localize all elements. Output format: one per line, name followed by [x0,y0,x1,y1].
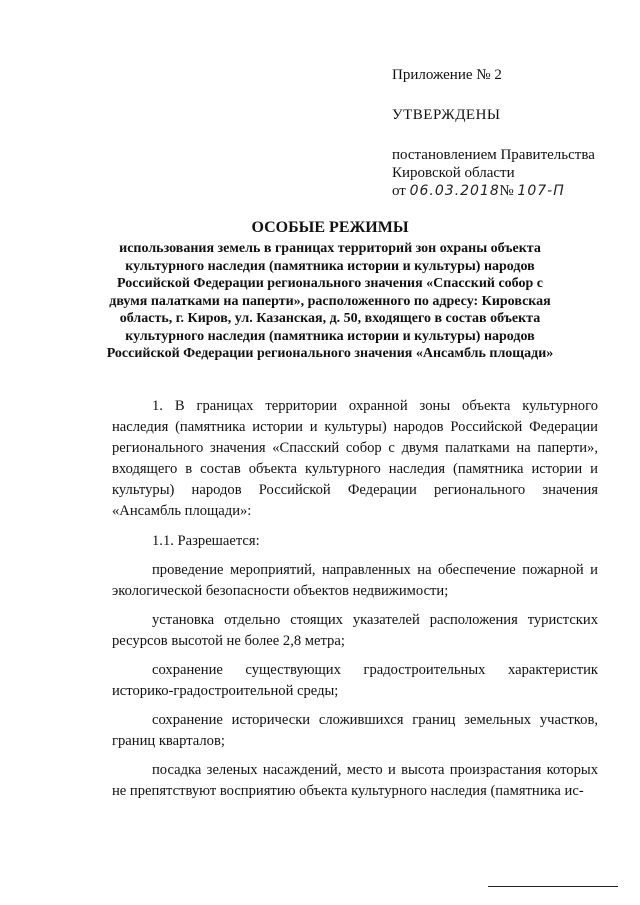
footer-line [488,886,618,887]
paragraph-urban-characteristics: сохранение существующих градостроительных характеристик историко-градостроительной среды; [112,662,598,699]
document-body [112,396,598,810]
date-prefix: от [392,183,406,199]
document-title-block [100,218,560,363]
number-prefix: № [499,183,514,199]
paragraph-boundaries: сохранение исторически сложившихся границ земельных участков, границ кварталов; [112,712,598,749]
decree-date-number [392,182,622,200]
appendix-label: Приложение № 2 [392,67,502,83]
paragraph-allowed-heading: 1.1. Разрешается: [152,533,260,549]
decree-number: 107-П [517,183,565,199]
paragraph-fire-safety: проведение мероприятий, направленных на обеспечение пожарной и экологической безопасности объектов недвижимости; [112,562,598,599]
paragraph-greenery: посадка зеленых насаждений, место и высота произрастания которых не препятствуют восприятию объекта культурного наследия (памятника ис- [112,762,598,799]
document-title: ОСОБЫЕ РЕЖИМЫ [251,219,409,236]
paragraph-signs: установка отдельно стоящих указателей расположения туристских ресурсов высотой не более 2,8 метра; [112,612,598,649]
decree-date: 06.03.2018 [409,183,500,199]
approval-block [392,66,622,200]
approved-by-line-1: постановлением Правительства [392,147,595,163]
approved-by-line-2: Кировской области [392,165,515,181]
paragraph-1: 1. В границах территории охранной зоны объекта культурного наследия (памятника истории и культуры) народов Российской Федерации регионального значения «Спасский собор с двумя палатками на паперти», входящего в состав объекта культурного наследия (памятника истории и культуры) народов Российской Федерации регионального значения «Ансамбль площади»: [112,398,598,519]
approved-heading: УТВЕРЖДЕНЫ [392,107,501,123]
document-subtitle: использования земель в границах территорий зон охраны объекта культурного наследия (памятника истории и культуры) народов Российской Федерации регионального значения «Спасский собор с двумя палатками на паперти», расположенного по адресу: Кировская область, г. Киров, ул. Казанская, д. 50, входящего в состав объекта культурного наследия (памятника истории и культуры) народов Российской Федерации регионального значения «Ансамбль площади» [106,241,554,361]
